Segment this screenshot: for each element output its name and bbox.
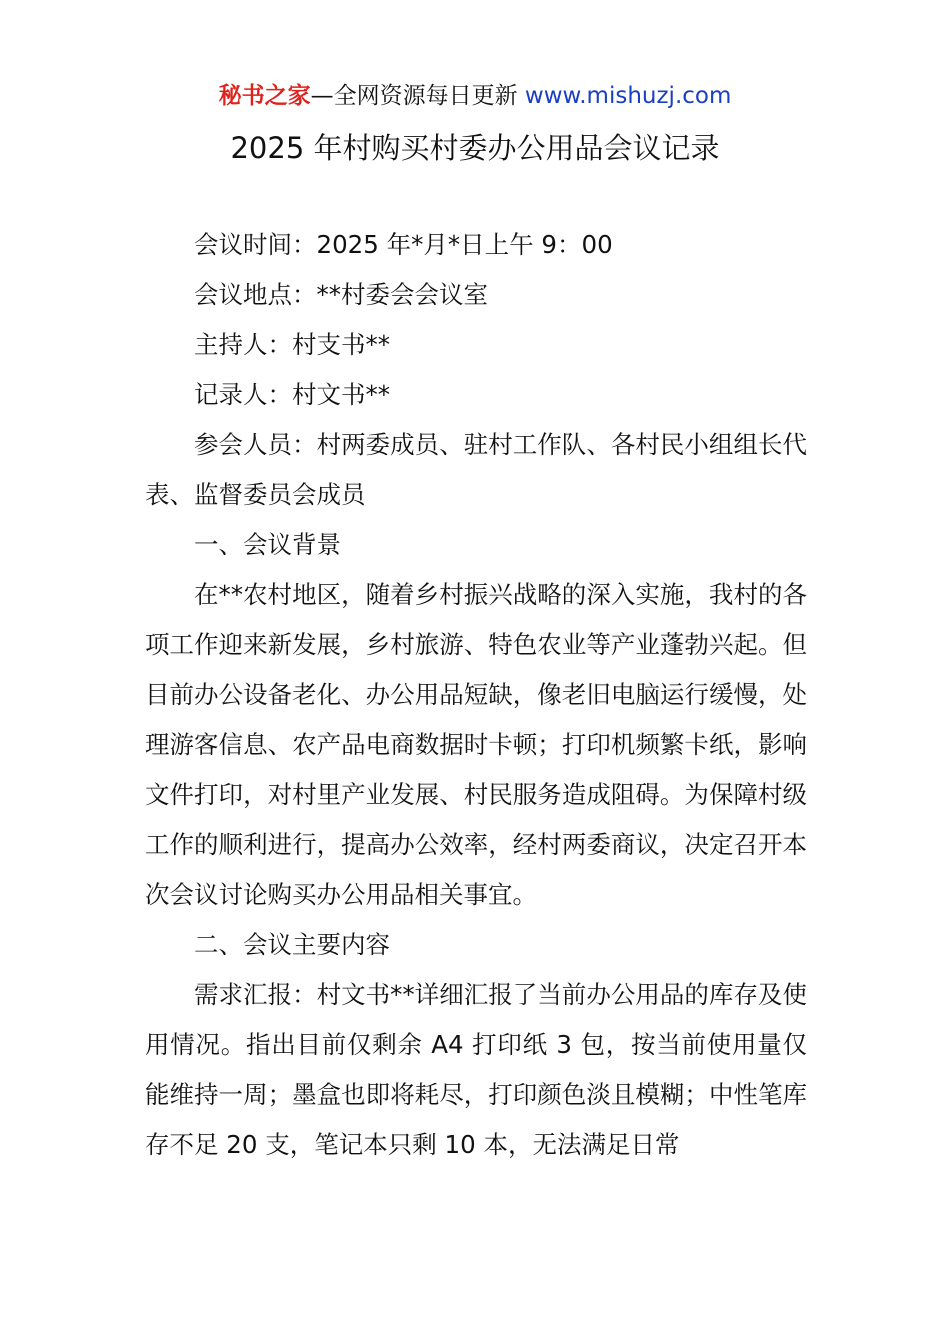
meeting-recorder: 记录人：村文书**: [194, 380, 390, 409]
document-body: [145, 220, 807, 1170]
section-paragraph-background: 在**农村地区，随着乡村振兴战略的深入实施，我村的各项工作迎来新发展，乡村旅游、特色农业等产业蓬勃兴起。但目前办公设备老化、办公用品短缺，像老旧电脑运行缓慢，处理游客信息、农产品电商数据时卡顿；打印机频繁卡纸，影响文件打印，对村里产业发展、村民服务造成阻碍。为保障村级工作的顺利进行，提高办公效率，经村两委商议，决定召开本次会议讨论购买办公用品相关事宜。: [145, 580, 807, 909]
section-paragraph-main-content: 需求汇报：村文书**详细汇报了当前办公用品的库存及使用情况。指出目前仅剩余 A4 打印纸 3 包，按当前使用量仅能维持一周；墨盒也即将耗尽，打印颜色淡且模糊；中性笔库存不足 20 支，笔记本只剩 10 本，无法满足日常: [145, 980, 807, 1159]
banner-tagline: —全网资源每日更新: [310, 83, 518, 109]
meeting-time: 会议时间：2025 年*月*日上午 9：00: [194, 230, 613, 259]
site-banner: [0, 78, 950, 114]
meeting-place: 会议地点：**村委会会议室: [194, 280, 488, 309]
site-url-link[interactable]: www.mishuzj.com: [524, 83, 732, 109]
section-heading-background: 一、会议背景: [194, 530, 341, 559]
meeting-attendees: 参会人员：村两委成员、驻村工作队、各村民小组组长代表、监督委员会成员: [145, 430, 807, 509]
meeting-host: 主持人：村支书**: [194, 330, 390, 359]
brand-name: 秘书之家: [218, 83, 311, 109]
document-title: 2025 年村购买村委办公用品会议记录: [230, 131, 720, 165]
section-heading-main-content: 二、会议主要内容: [194, 930, 390, 959]
